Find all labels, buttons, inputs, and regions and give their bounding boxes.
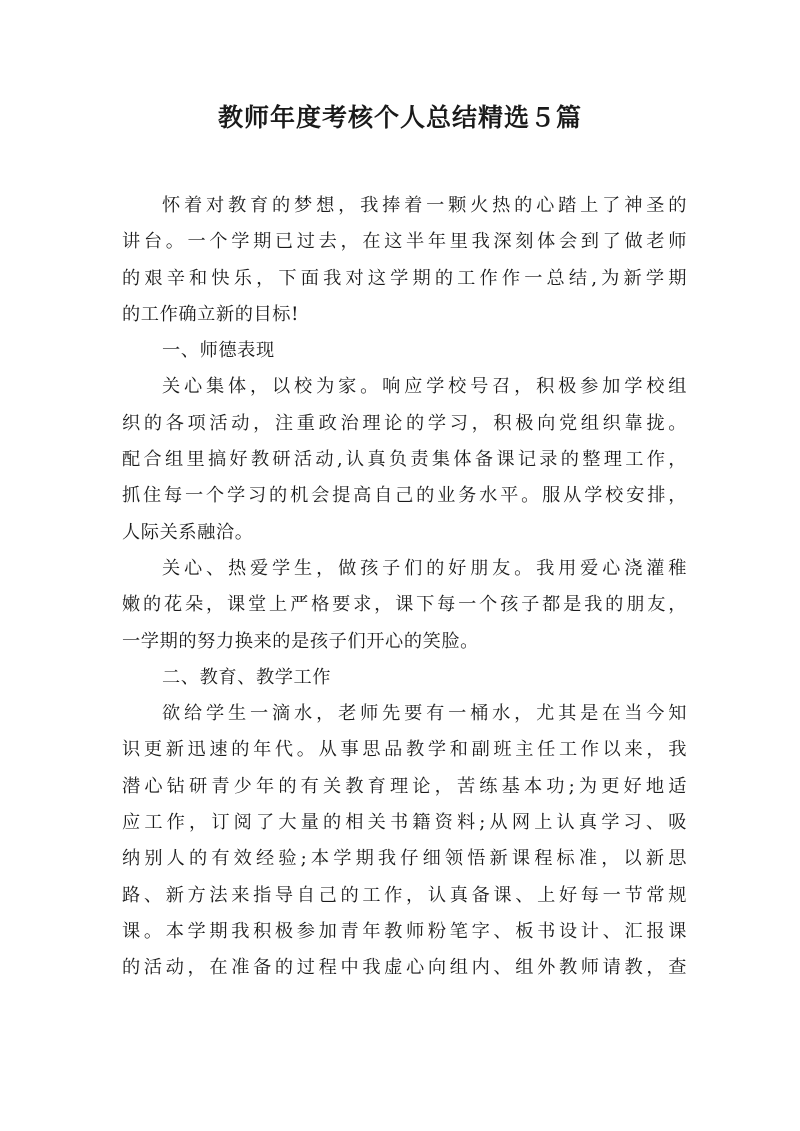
text-line: 一学期的努力换来的是孩子们开心的笑脸。	[122, 630, 479, 652]
text-line: 二、教育、教学工作	[162, 666, 332, 688]
text-line: 配合组里搞好教研活动,认真负责集体备课记录的整理工作，	[122, 449, 687, 471]
text-line: 怀着对教育的梦想，我捧着一颗火热的心踏上了神圣的	[162, 195, 687, 216]
text-line: 课。本学期我积极参加青年教师粉笔字、板书设计、汇报课	[122, 920, 687, 942]
text-line: 人际关系融洽。	[122, 521, 254, 543]
text-line: 的活动，在准备的过程中我虚心向组内、组外教师请教，查	[122, 957, 687, 979]
page-title: 教师年度考核个人总结精选５篇	[217, 103, 582, 132]
text-line: 的艰辛和快乐，下面我对这学期的工作作一总结,为新学期	[122, 267, 687, 289]
text-line: 路、新方法来指导自己的工作，认真备课、上好每一节常规	[122, 884, 687, 906]
text-line: 关心集体，以校为家。响应学校号召，积极参加学校组	[162, 376, 687, 398]
text-line: 一、师德表现	[162, 340, 275, 362]
text-line: 的工作确立新的目标!	[122, 303, 299, 325]
text-line: 抓住每一个学习的机会提高自己的业务水平。服从学校安排，	[122, 485, 687, 507]
text-line: 讲台。一个学期已过去，在这半年里我深刻体会到了做老师	[122, 231, 687, 253]
text-line: 识更新迅速的年代。从事思品教学和副班主任工作以来，我	[122, 739, 687, 761]
text-line: 应工作，订阅了大量的相关书籍资料;从网上认真学习、吸	[122, 812, 687, 834]
text-line: 欲给学生一滴水，老师先要有一桶水，尤其是在当今知	[162, 703, 687, 725]
text-line: 潜心钻研青少年的有关教育理论，苦练基本功;为更好地适	[122, 775, 687, 797]
text-line: 嫩的花朵，课堂上严格要求，课下每一个孩子都是我的朋友，	[122, 594, 687, 616]
text-line: 纳别人的有效经验;本学期我仔细领悟新课程标准，以新思	[122, 848, 687, 870]
text-line: 织的各项活动，注重政治理论的学习，积极向党组织靠拢。	[122, 412, 687, 434]
text-line: 关心、热爱学生，做孩子们的好朋友。我用爱心浇灌稚	[162, 557, 687, 579]
document-body	[122, 188, 687, 987]
